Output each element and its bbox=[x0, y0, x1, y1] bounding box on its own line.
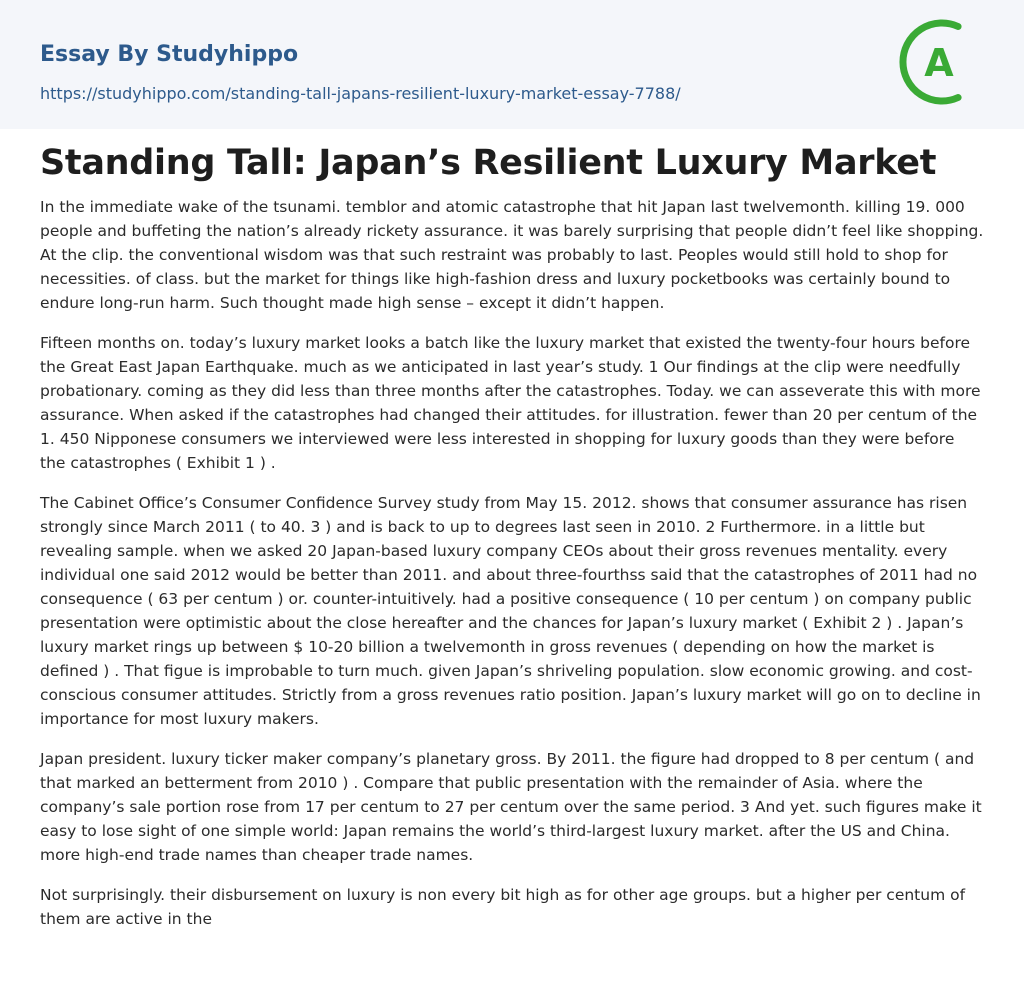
logo-letter: A bbox=[924, 41, 954, 85]
paragraph-5: Not surprisingly. their disbursement on luxury is non every bit high as for other age groups. but a higher per centum of them are active in the bbox=[40, 886, 966, 928]
site-brand[interactable]: Essay By Studyhippo bbox=[40, 42, 299, 67]
site-header bbox=[0, 0, 1024, 129]
article-title: Standing Tall: Japan’s Resilient Luxury Market bbox=[40, 143, 937, 183]
essay-url-link[interactable]: https://studyhippo.com/standing-tall-japans-resilient-luxury-market-essay-7788/ bbox=[40, 84, 681, 103]
paragraph-2: Fifteen months on. today’s luxury market looks a batch like the luxury market that existed the twenty-four hours before the Great East Japan Earthquake. much as we anticipated in last year’s study. 1 Our findings at the clip were needfully probationary. coming as they did less than three months after the catastrophes. Today. we can asseverate this with more assurance. When asked if the catastrophes had changed their attitudes. for illustration. fewer than 20 per centum of the 1. 450 Nipponese consumers we interviewed were less interested in shopping for luxury goods than they were before the catastrophes ( Exhibit 1 ) . bbox=[40, 334, 981, 472]
article-body bbox=[40, 195, 984, 947]
paragraph-4: Japan president. luxury ticker maker company’s planetary gross. By 2011. the figure had dropped to 8 per centum ( and that marked an betterment from 2010 ) . Compare that public presentation with the remainder of Asia. where the company’s sale portion rose from 17 per centum to 27 per centum over the same period. 3 And yet. such figures make it easy to lose sight of one simple world: Japan remains the world’s third-largest luxury market. after the US and China. more high-end trade names than cheaper trade names. bbox=[40, 750, 982, 864]
paragraph-3: The Cabinet Office’s Consumer Confidence Survey study from May 15. 2012. shows that consumer assurance has risen strongly since March 2011 ( to 40. 3 ) and is back to up to degrees last seen in 2010. 2 Furthermore. in a little but revealing sample. when we asked 20 Japan-based luxury company CEOs about their gross revenues mentality. every individual one said 2012 would be better than 2011. and about three-fourthss said that the catastrophes of 2011 had no consequence ( 63 per centum ) or. counter-intuitively. had a positive consequence ( 10 per centum ) on company public presentation were optimistic about the close hereafter and the chances for Japan’s luxury market ( Exhibit 2 ) . Japan’s luxury market rings up between $ 10-20 billion a twelvemonth in gross revenues ( depending on how the market is defined ) . That figue is improbable to turn much. given Japan’s shriveling population. slow economic growing. and cost-conscious consumer attitudes. Strictly from a gross revenues ratio position. Japan’s luxury market will go on to decline in importance for most luxury makers. bbox=[40, 494, 981, 728]
paragraph-1: In the immediate wake of the tsunami. temblor and atomic catastrophe that hit Japan last twelvemonth. killing 19. 000 people and buffeting the nation’s already rickety assurance. it was barely surprising that people didn’t feel like shopping. At the clip. the conventional wisdom was that such restraint was probably to last. Peoples would still hold to shop for necessities. of class. but the market for things like high-fashion dress and luxury pocketbooks was certainly bound to endure long-run harm. Such thought made high sense – except it didn’t happen. bbox=[40, 198, 984, 312]
studyhippo-logo-icon[interactable] bbox=[895, 18, 985, 106]
